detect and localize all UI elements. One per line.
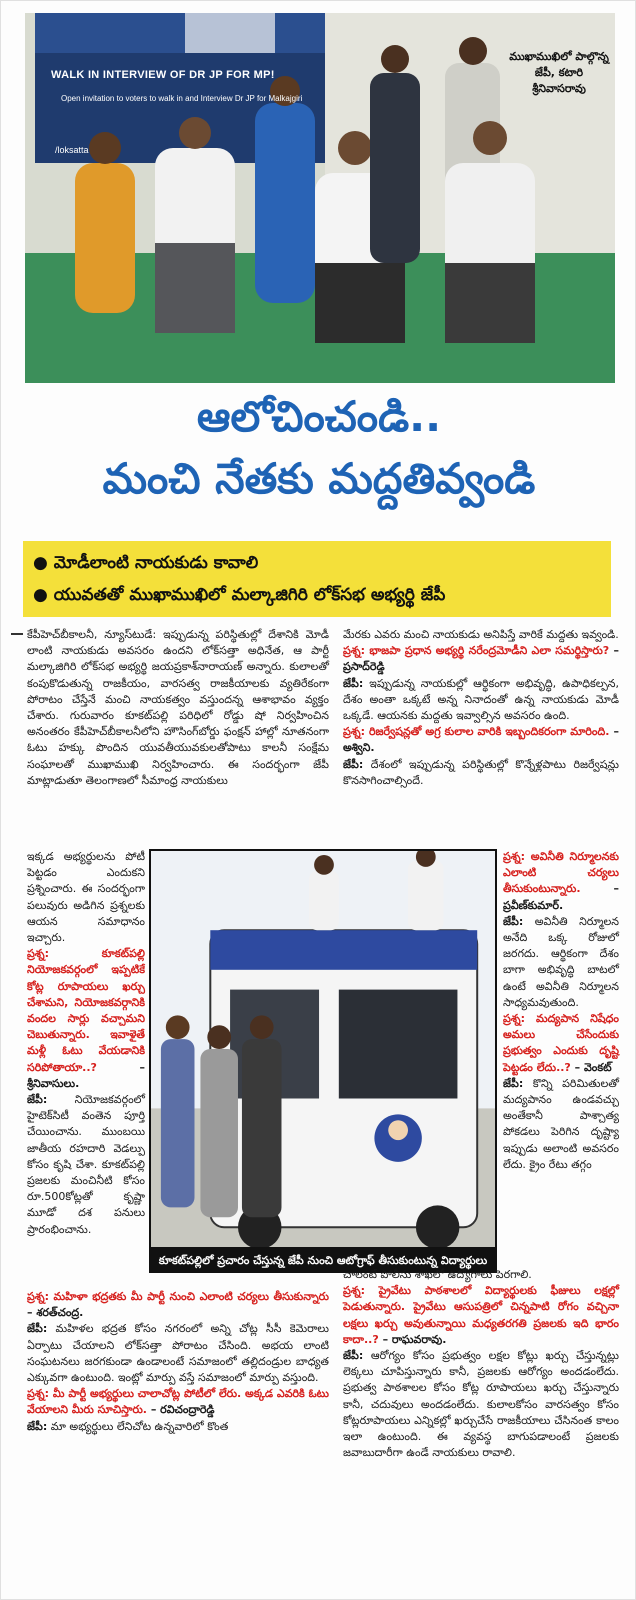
question-8-label: ప్రశ్న: — [343, 1284, 365, 1298]
question-6-text: అవినీతి నిర్మూలనకు ఎలాంటి చర్యలు తీసుకుంటున్నారు. — [503, 850, 619, 896]
banner-title: WALK IN INTERVIEW OF DR JP FOR MP! — [51, 69, 275, 81]
banner-subtitle: Open invitation to voters to walk in and Interview Dr JP for Malkajgiri — [61, 94, 303, 103]
question-3 — [27, 1386, 329, 1418]
answer-3-text: మా అభ్యర్థులు లేనిచోట ఉన్నవారిలో కొంత — [50, 1419, 229, 1433]
question-2-asker: – శరత్‌చంద్ర. — [27, 1306, 84, 1320]
question-8-text: ప్రైవేటు పాఠశాలలో విద్యార్థులకు ఫీజులు లక్షల్లో పెడుతున్నారు. ప్రైవేటు ఆసుపత్రిలో చిన్నపాటి రోగం వచ్చినా లక్షలు ఖర్చు అవుతున్నాయి మధ్యతరగతి ప్రజలకు ఇది భారం కాదా..? — [343, 1284, 619, 1346]
answer-7 — [503, 1076, 619, 1173]
answer-3 — [27, 1419, 329, 1435]
answer-1 — [27, 1092, 145, 1238]
question-4-asker: – ప్రసాద్‌రెడ్డి — [343, 644, 619, 674]
answer-2 — [27, 1321, 329, 1386]
deck-line-1: ● మోడీలాంటి నాయకుడు కావాలి — [33, 553, 259, 573]
question-5-text: రిజర్వేషన్లతో అగ్ర కులాల వారికి ఇబ్బందికరంగా మారింది. — [368, 725, 610, 739]
question-5-asker: – అశ్విని. — [343, 725, 619, 755]
intro-narrow-paragraph: ఇక్కడ అభ్యర్థులను పోటీ పెట్టడం ఎందుకని ప్రశ్నించారు. ఈ సందర్భంగా పలువురు అడిగిన ప్రశ్నలకు ఆయన సమాధానం ఇచ్చారు. — [27, 850, 145, 945]
right-narrow-column — [503, 849, 619, 1173]
question-8 — [343, 1283, 619, 1348]
right-top-continuation: మేరకు ఎవరు మంచి నాయకుడు అనిపిస్తే వారికే మద్దతు ఇవ్వండి. — [343, 628, 619, 641]
right-top-column — [343, 627, 619, 789]
headline-line-2: మంచి నేతకు మద్దతివ్వండి — [102, 454, 536, 503]
headline-line-1: ఆలోచించండి.. — [196, 392, 442, 441]
question-4-label: ప్రశ్న: — [343, 644, 365, 658]
question-7-asker: – వెంకట్ — [574, 1060, 612, 1074]
campaign-photo-caption: కూకట్‌పల్లిలో ప్రచారం చేస్తున్న జేపీ నుంచి ఆటోగ్రాఫ్ తీసుకుంటున్న విద్యార్థులు — [149, 1249, 497, 1273]
question-5-label: ప్రశ్న: — [343, 725, 365, 739]
deck-box — [23, 541, 611, 617]
left-narrow-column — [27, 849, 145, 1238]
article-intro — [27, 627, 329, 789]
bottom-left-column — [27, 1289, 329, 1435]
question-7-text: మద్యపాన నిషేధం అమలు చేసేందుకు ప్రభుత్వం ఎందుకు దృష్టి పెట్టడం లేదు..? — [503, 1012, 619, 1074]
question-7-label: ప్రశ్న: — [503, 1012, 525, 1026]
question-2-text: మహిళా భద్రతకు మీ పార్టీ నుంచి ఎలాంటి చర్యలు తీసుకున్నారు — [53, 1290, 329, 1303]
bottom-right-column — [343, 1267, 619, 1461]
question-5 — [343, 724, 619, 756]
answer-6-label: జేపీ: — [503, 914, 524, 928]
answer-7-text: కొన్ని పరిమితులతో మద్యపానం ఉండవచ్చు అంతేకానీ పాశ్చాత్య పోకడలు పెరిగిన దృష్ట్యా ఇప్పుడు అలాంటి అవసరం లేదు. క్రైం రేటు తగ్గం — [503, 1076, 619, 1171]
question-8-asker: – రాఘవరావు. — [382, 1332, 447, 1346]
question-1-asker: – శ్రీనివాసులు. — [27, 1060, 145, 1090]
question-3-label: ప్రశ్న: — [27, 1387, 49, 1401]
answer-1-text: నియోజకవర్గంలో హైటెక్‌సిటీ వంతెన పూర్తి చేయించాను. ముంబయి జాతీయ రహదారి వెడల్పు కోసం కృషి చేశా. కూకట్‌పల్లి ప్రజలకు మంచినీటి కోసం రూ.500కోట్లతో కృష్ణా మూడో దశ పనులు ప్రారంభించాను. — [27, 1093, 145, 1236]
answer-5-label: జేపీ: — [343, 757, 364, 771]
top-photo-caption: ముఖాముఖిలో పాల్గొన్న జేపీ, కటారి శ్రీనివాసరావు — [509, 50, 609, 95]
answer-1-label: జేపీ: — [27, 1093, 48, 1107]
banner-handle: /loksatta — [55, 145, 89, 155]
question-3-text: మీ పార్టీ అభ్యర్థులు చాలాచోట్ల పోటీలో లేరు. అక్కడ ఎవరికి ఓటు వేయాలని మీరు సూచిస్తారు. — [27, 1387, 329, 1417]
question-6-asker: – ప్రవీణ్‌కుమార్. — [503, 882, 619, 912]
intro-paragraph: కేపీహెచ్‌బీకాలనీ, న్యూస్‌టుడే: ఇప్పుడున్న పరిస్థితుల్లో దేశానికి మోడీ లాంటి నాయకుడు అవసరం ఉందని లోక్‌సత్తా అధినేత, ఆ పార్టీ మల్కాజిగిరి లోక్‌సభ అభ్యర్థి జయప్రకాశ్‌నారాయణ్ అన్నారు. కులాలతో కంపుకొడుతున్న రాజకీయం, వారసత్వ రాజకీయాలకు వ్యతిరేకంగా పోరాటం చేస్తేనే మంచి నాయకత్వం వస్తుందన్న ఆశాభావం వ్యక్తం చేశారు. గురువారం కూకట్‌పల్లి పరిధిలో రోడ్డు షో నిర్వహించిన అనంతరం కేపీహెచ్‌బీకాలనీలోని హౌసింగ్‌బోర్డు ఫంక్షన్ హాల్లో నూతనంగా ఓటు హక్కు పొందిన యువతీయువకులతోపాటు కాలనీ సంక్షేమ సంఘాలతో ముఖాముఖి నిర్వహించారు. ఈ సందర్భంగా జేపీ మాట్లాడుతూ తెలంగాణలో సీమాంధ్ర నాయకులు — [27, 628, 329, 787]
answer-4 — [343, 676, 619, 725]
answer-4-text: ఇప్పుడున్న నాయకుల్లో ఆర్థికంగా అభివృద్ధి, ఉపాధికల్పన, దేశం అంతా ఒక్కటే అన్న నినాదంతో ఉన్న నాయకుడు మోడీ ఒక్కడే. ఆయనకు మద్దతు ఇవ్వాల్సిన అవసరం ఉంది. — [343, 676, 620, 723]
right-mid-continuation: చాలంటే పోలీసు శాఖలో ఉద్యోగాలు పెరగాలి. — [343, 1268, 532, 1281]
campaign-photo-illustration — [151, 851, 495, 1247]
deck-line-2: ● యువతతో ముఖాముఖిలో మల్కాజిగిరి లోక్‌సభ అభ్యర్థి జేపీ — [33, 585, 446, 605]
question-3-asker: – రవిచంద్రారెడ్డి — [150, 1403, 215, 1417]
answer-5-text: దేశంలో ఇప్పుడున్న పరిస్థితుల్లో కొన్నేళ్లపాటు రిజర్వేషన్లు కొనసాగించాల్సిందే. — [343, 757, 619, 787]
answer-6-text: అవినీతి నిర్మూలన అనేది ఒక్క రోజులో జరగదు. ఆర్థికంగా దేశం బాగా అభివృద్ధి బాటలో ఉంటే అవినీతి నిర్మూలన సాధ్యమవుతుంది. — [503, 914, 619, 1009]
dash-rule — [11, 633, 23, 635]
answer-8 — [343, 1348, 619, 1461]
answer-8-text: ఆరోగ్యం కోసం ప్రభుత్వం లక్షల కోట్లు ఖర్చు చేస్తున్నట్లు లెక్కలు చూపిస్తున్నారు కానీ, ప్రజలకు ఆరోగ్యం అందడంలేదు. ప్రభుత్వ పాఠశాలల కోసం కోట్ల రూపాయలు ఖర్చు చేస్తున్నారు కానీ, చదువులు అందడంలేదు. కులాలకోసం వారసత్వం కోసం కోట్లరూపాయలు ఎన్నికల్లో ఖర్చుచేసే రాజకీయాలు చేసినంత కాలం ఇలా ఉంటుంది. ఈ వ్యవస్థ బాగుపడాలంటే ప్రజలకు జవాబుదారీగా ఉండే నాయకులు రావాలి. — [343, 1349, 619, 1460]
question-7 — [503, 1011, 619, 1076]
top-photo — [25, 13, 615, 383]
answer-5 — [343, 757, 619, 789]
answer-2-label: జేపీ: — [27, 1322, 48, 1336]
answer-2-text: మహిళల భద్రత కోసం నగరంలో అన్ని చోట్ల సీసీ కెమెరాలు ఏర్పాటు చేయాలని లోక్‌సత్తా పోరాటం చేసింది. అభయ లాంటి సంఘటనలు జరగకుండా ఉండాలంటే సమాజంలో తల్లిదండ్రుల బాధ్యత ఎక్కువగా ఉంటుంది. ఇంట్లో మార్పు వస్తే సమాజంలో మార్పు వస్తుంది. — [27, 1322, 329, 1385]
question-6 — [503, 849, 619, 914]
answer-8-label: జేపీ: — [343, 1349, 364, 1363]
question-4 — [343, 643, 619, 675]
question-1-label: ప్రశ్న: — [27, 947, 49, 961]
question-2-label: ప్రశ్న: — [27, 1290, 49, 1303]
question-1 — [27, 946, 145, 1092]
question-1-text: కూకట్‌పల్లి నియోజకవర్గంలో ఇప్పటికే కోట్ల రూపాయలు ఖర్చు చేశామని, నియోజకవర్గానికి వందల సార్లు వచ్చామని చెబుతున్నారు. ఇవాళైతే మళ్లీ ఓటు వేయడానికి సరిపోతాయా..? — [27, 947, 145, 1074]
answer-7-label: జేపీ: — [503, 1076, 524, 1090]
answer-4-label: జేపీ: — [343, 676, 364, 690]
answer-3-label: జేపీ: — [27, 1419, 48, 1433]
question-4-text: భాజపా ప్రధాన అభ్యర్థి నరేంద్రమోడీని ఎలా సమర్థిస్తారు? — [369, 644, 610, 658]
question-2 — [27, 1289, 329, 1321]
question-6-label: ప్రశ్న: — [503, 850, 525, 863]
campaign-photo — [149, 849, 497, 1249]
answer-6 — [503, 914, 619, 1011]
